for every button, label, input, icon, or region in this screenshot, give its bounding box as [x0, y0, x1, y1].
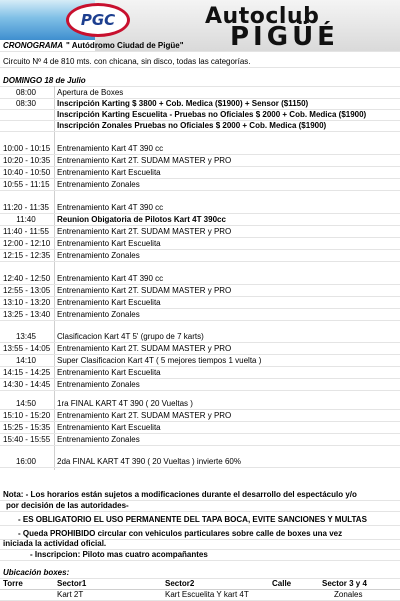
club-name-line1: Autoclub	[205, 4, 320, 29]
boxes-header-sector2: Sector2	[165, 579, 195, 588]
schedule-time: 13:10 - 13:20	[3, 298, 51, 307]
schedule-time: 14:30 - 14:45	[3, 380, 51, 389]
schedule-event: Entrenamiento Zonales	[57, 251, 140, 260]
note-text: - Inscripcion: Piloto mas cuatro acompañantes	[30, 550, 208, 559]
schedule-time: 13:25 - 13:40	[3, 310, 51, 319]
club-logo	[66, 3, 130, 37]
schedule-event: Reunion Obigatoria de Pilotos Kart 4T 390cc	[57, 215, 226, 224]
schedule-row	[0, 398, 400, 410]
schedule-row	[0, 273, 400, 285]
club-name-line2: PIGÜÉ	[230, 22, 339, 52]
day-title-row	[0, 75, 400, 87]
note-text: por decisión de las autoridades-	[6, 501, 129, 510]
schedule-event: Inscripción Karting $ 3800 + Cob. Medica ($1900) + Sensor ($1150)	[57, 99, 309, 108]
schedule-row	[0, 367, 400, 379]
schedule-time: 10:20 - 10:35	[3, 156, 51, 165]
schedule-event: Entrenamiento Zonales	[57, 380, 140, 389]
schedule-time: 15:40 - 15:55	[3, 435, 51, 444]
schedule-row	[0, 331, 400, 343]
circuit-info: Circuito Nº 4 de 810 mts. con chicana, sin disco, todas las categorías.	[3, 57, 251, 66]
schedule-time: 08:00	[15, 88, 37, 97]
boxes-cell-sector2: Kart Escuelita Y kart 4T	[165, 590, 249, 599]
schedule-time: 16:00	[15, 457, 37, 466]
schedule-row	[0, 226, 400, 238]
schedule-event: Entrenamiento Kart 2T. SUDAM MASTER y PRO	[57, 411, 232, 420]
schedule-row	[0, 297, 400, 309]
schedule-time: 14:10	[15, 356, 37, 365]
schedule-event: Entrenamiento Kart 2T. SUDAM MASTER y PRO	[57, 344, 232, 353]
schedule-row	[0, 120, 400, 132]
schedule-time: 15:25 - 15:35	[3, 423, 51, 432]
note-row	[0, 514, 400, 526]
schedule-row	[0, 155, 400, 167]
schedule-row	[0, 343, 400, 355]
day-title: DOMINGO 18 de Julio	[3, 76, 86, 85]
schedule-event: Inscripción Zonales Pruebas no Oficiales $ 2000 + Cob. Medica ($1900)	[57, 121, 327, 130]
schedule-event: Entrenamiento Kart 2T. SUDAM MASTER y PRO	[57, 227, 232, 236]
schedule-event: Entrenamiento Kart Escuelita	[57, 368, 161, 377]
schedule-time: 12:40 - 12:50	[3, 274, 51, 283]
schedule-time: 11:40	[16, 215, 36, 224]
schedule-event: Entrenamiento Kart 4T 390 cc	[57, 203, 164, 212]
schedule-row	[0, 179, 400, 191]
boxes-header-calle: Calle	[272, 579, 292, 588]
schedule-row	[0, 456, 400, 468]
schedule-time: 14:15 - 14:25	[3, 368, 51, 377]
logo-text: PGC	[80, 11, 116, 29]
circuit-info-row	[0, 56, 400, 68]
schedule-time: 11:20 - 11:35	[3, 203, 49, 212]
schedule-event: Entrenamiento Kart 4T 390 cc	[57, 274, 164, 283]
boxes-header-sector1: Sector1	[57, 579, 87, 588]
schedule-time: 08:30	[15, 99, 37, 108]
schedule-event: Clasificacion Kart 4T 5' (grupo de 7 karts)	[57, 332, 204, 341]
boxes-title: Ubicación boxes:	[3, 568, 70, 577]
schedule-time: 12:15 - 12:35	[3, 251, 51, 260]
schedule-row	[0, 422, 400, 434]
note-text: iniciada la actividad oficial.	[3, 539, 107, 548]
schedule-event: Inscripción Karting Escuelita - Pruebas no Oficiales $ 2000 + Cob. Medica ($1900)	[57, 110, 367, 119]
schedule-row	[0, 202, 400, 214]
schedule-event: Entrenamiento Kart 2T. SUDAM MASTER y PRO	[57, 286, 232, 295]
schedule-row	[0, 379, 400, 391]
boxes-data-row	[0, 589, 400, 601]
schedule-row	[0, 434, 400, 446]
schedule-row	[0, 250, 400, 262]
schedule-time: 15:10 - 15:20	[3, 411, 51, 420]
schedule-row	[0, 238, 400, 250]
schedule-row	[0, 214, 400, 226]
schedule-time: 13:55 - 14:05	[3, 344, 51, 353]
schedule-time: 11:40 - 11:55	[3, 227, 49, 236]
schedule-event: 2da FINAL KART 4T 390 ( 20 Vueltas ) invierte 60%	[57, 457, 241, 466]
schedule-time: 12:00 - 12:10	[3, 239, 51, 248]
schedule-row	[0, 355, 400, 367]
schedule-event: Entrenamiento Kart 2T. SUDAM MASTER y PRO	[57, 156, 232, 165]
cronograma-row	[0, 40, 400, 52]
note-row	[0, 500, 400, 512]
schedule-event: Entrenamiento Zonales	[57, 180, 140, 189]
schedule-event: Entrenamiento Kart Escuelita	[57, 168, 161, 177]
schedule-event: Entrenamiento Kart 4T 390 cc	[57, 144, 164, 153]
schedule-row	[0, 167, 400, 179]
schedule-event: Super Clasificacion Kart 4T ( 5 mejores tiempos 1 vuelta )	[57, 356, 262, 365]
schedule-event: Entrenamiento Kart Escuelita	[57, 423, 161, 432]
schedule-row	[0, 143, 400, 155]
schedule-event: Entrenamiento Kart Escuelita	[57, 239, 161, 248]
schedule-event: Entrenamiento Kart Escuelita	[57, 298, 161, 307]
schedule-event: 1ra FINAL KART 4T 390 ( 20 Vueltas )	[57, 399, 193, 408]
schedule-event: Apertura de Boxes	[57, 88, 124, 97]
schedule-time: 10:55 - 11:15	[3, 180, 50, 189]
schedule-row	[0, 309, 400, 321]
schedule-row	[0, 285, 400, 297]
schedule-time: 14:50	[15, 399, 37, 408]
boxes-header-sector3y4: Sector 3 y 4	[322, 579, 367, 588]
venue-name: " Autódromo Ciudad de Pigüe"	[66, 41, 184, 50]
schedule-time: 13:45	[15, 332, 37, 341]
schedule-time: 10:40 - 10:50	[3, 168, 51, 177]
schedule-time: 12:55 - 13:05	[3, 286, 51, 295]
schedule-event: Entrenamiento Zonales	[57, 310, 140, 319]
note-row	[0, 549, 400, 561]
schedule-row	[0, 410, 400, 422]
note-text: - Queda PROHIBIDO circular con vehiculos particulares sobre calle de boxes una vez	[18, 529, 343, 538]
schedule-event: Entrenamiento Zonales	[57, 435, 140, 444]
note-text: Nota: - Los horarios están sujetos a modificaciones durante el desarrollo del espectáculo y/o	[3, 490, 357, 499]
cronograma-label: CRONOGRAMA	[3, 41, 63, 50]
boxes-cell-sector1: Kart 2T	[57, 590, 84, 599]
boxes-header-torre: Torre	[3, 579, 23, 588]
schedule-time: 10:00 - 10:15	[3, 144, 51, 153]
note-text: - ES OBLIGATORIO EL USO PERMANENTE DEL TAPA BOCA, EVITE SANCIONES Y MULTAS	[18, 515, 367, 524]
boxes-cell-sector3y4: Zonales	[334, 590, 363, 599]
